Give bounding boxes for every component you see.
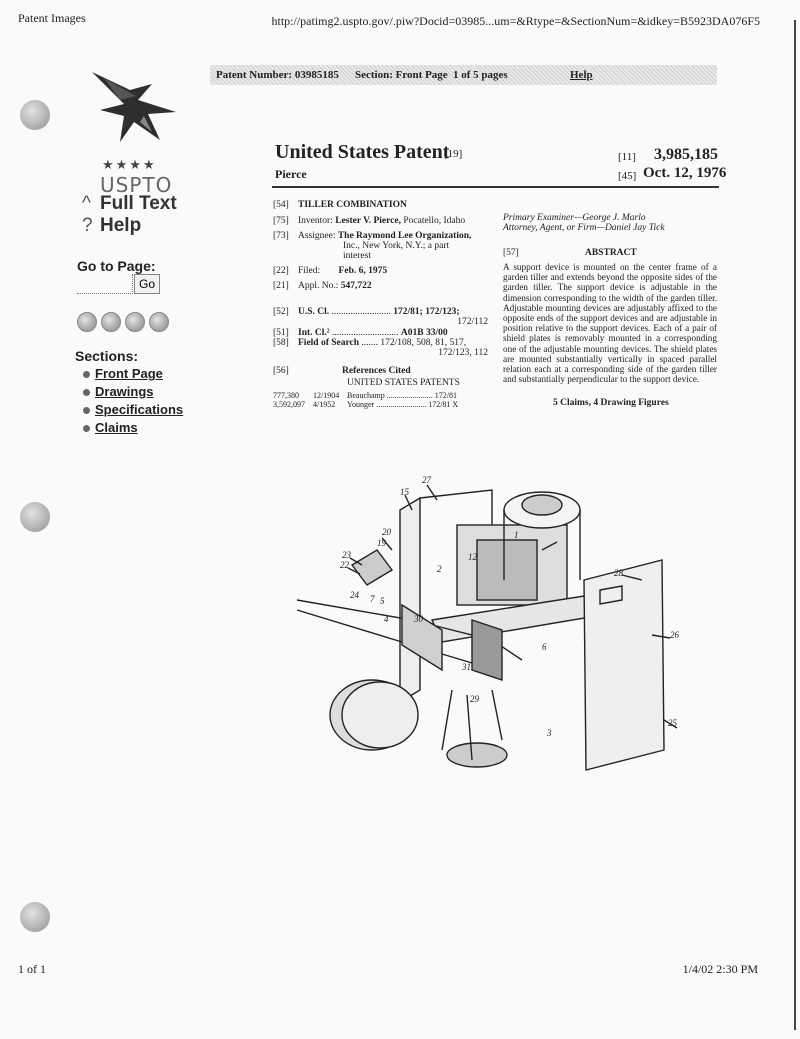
drawing-label: 15	[400, 487, 409, 497]
field-code: [54]	[273, 200, 289, 210]
drawing-label: 7	[370, 594, 375, 604]
footer-timestamp: 1/4/02 2:30 PM	[682, 962, 758, 976]
attorney: Attorney, Agent, or Firm—Daniel Jay Tick	[503, 223, 665, 233]
field-int-class: [51] Int. Cl.² ............................ A01B 33/00	[273, 328, 448, 338]
field-label: U.S. Cl.	[298, 307, 330, 317]
next-page-icon[interactable]	[125, 312, 145, 332]
drawing-label: 12	[468, 552, 477, 562]
search-value: 172/108, 508, 81, 517,	[380, 338, 467, 348]
uspto-logo[interactable]	[90, 70, 180, 197]
field-filed	[273, 266, 387, 276]
us-class-cont: 172/112	[457, 317, 488, 327]
ref-class: 172/81 X	[428, 400, 459, 409]
field-code: [73]	[273, 231, 289, 241]
patent-title: United States Patent	[275, 141, 450, 163]
patent-number-label: Patent Number: 03985185	[216, 69, 339, 81]
logo-stars: ★★★★	[102, 157, 157, 172]
us-class-value: 172/81; 172/123;	[393, 307, 460, 317]
int-class-value: A01B 33/00	[400, 328, 448, 338]
invention-title: TILLER COMBINATION	[298, 200, 407, 210]
abstract-code: [57]	[503, 248, 519, 258]
patent-title-code: [19]	[444, 148, 463, 160]
ref-name: Younger	[347, 400, 375, 409]
drawing-label: 26	[670, 630, 679, 640]
reference-row: 777,380 12/1904 Beauchamp ....................... 172/81	[273, 391, 457, 400]
section-link[interactable]: Specifications	[95, 402, 184, 417]
inventor-location: Pocatello, Idaho	[403, 216, 466, 226]
sections-list	[83, 365, 183, 437]
assignee-line: The Raymond Lee Organization,	[337, 231, 472, 241]
assignee-line: interest	[343, 251, 371, 261]
binder-hole	[20, 100, 50, 130]
section-label: Section: Front Page	[355, 69, 448, 81]
section-link[interactable]: Claims	[95, 420, 138, 435]
help-link[interactable]	[82, 215, 141, 237]
drawing-label: 31	[462, 662, 471, 672]
field-code: [52]	[273, 307, 289, 317]
field-title	[273, 200, 407, 210]
field-code: [21]	[273, 281, 289, 291]
help-nav-link[interactable]: Help	[570, 69, 593, 81]
field-label: Inventor:	[298, 216, 333, 226]
section-link[interactable]: Drawings	[95, 384, 154, 399]
previous-page-icon[interactable]	[101, 312, 121, 332]
first-page-icon[interactable]	[77, 312, 97, 332]
ref-date: 12/1904	[313, 391, 340, 400]
page-navigation	[77, 312, 169, 332]
field-references	[273, 366, 488, 388]
ref-number: 777,380	[273, 391, 299, 400]
drawing-label: 3	[547, 728, 552, 738]
ref-date: 4/1952	[313, 400, 336, 409]
field-code: [58]	[273, 338, 289, 348]
assignee-line: Inc., New York, N.Y.; a part	[343, 241, 450, 251]
caret-up-icon: ^	[82, 193, 91, 214]
field-code: [22]	[273, 266, 289, 276]
eagle-icon	[90, 70, 180, 152]
section-item-specifications[interactable]	[83, 401, 183, 419]
goto-page-input[interactable]	[77, 274, 133, 294]
bullet-icon	[83, 425, 90, 432]
ref-class: 172/81	[434, 391, 457, 400]
patent-drawing	[292, 470, 712, 790]
section-item-drawings[interactable]	[83, 383, 183, 401]
footer-page-count: 1 of 1	[18, 962, 46, 976]
field-assignee	[273, 231, 471, 261]
references-heading: References Cited	[342, 366, 411, 376]
goto-page-label: Go to Page:	[77, 258, 156, 274]
section-item-claims[interactable]	[83, 419, 183, 437]
patent-date-code: [45]	[618, 170, 637, 182]
full-text-link[interactable]	[82, 193, 177, 215]
drawing-label: 2	[437, 564, 442, 574]
drawing-label: 22	[340, 560, 349, 570]
binder-hole	[20, 902, 50, 932]
binder-hole	[20, 502, 50, 532]
drawing-label: 6	[542, 642, 547, 652]
drawing-label: 4	[384, 614, 389, 624]
field-inventor	[273, 216, 465, 226]
references-table	[273, 391, 488, 409]
reference-row: 3,592,097 4/1952 Younger ......................... 172/81 X	[273, 400, 459, 409]
patent-nav-bar	[210, 65, 717, 85]
question-icon: ?	[82, 215, 93, 236]
sections-label: Sections:	[75, 348, 139, 364]
drawing-label: 20	[382, 527, 391, 537]
drawing-label: 29	[470, 694, 479, 704]
bullet-icon	[83, 389, 90, 396]
drawing-label: 25	[668, 718, 677, 728]
references-subheading: UNITED STATES PATENTS	[347, 378, 460, 388]
section-link[interactable]: Front Page	[95, 366, 163, 381]
full-text-label: Full Text	[100, 193, 177, 214]
abstract-title: ABSTRACT	[585, 248, 637, 258]
appl-number: 547,722	[340, 281, 372, 291]
inventor-name: Lester V. Pierce,	[335, 216, 401, 226]
search-cont: 172/123, 112	[438, 348, 488, 358]
patent-date: Oct. 12, 1976	[643, 165, 727, 181]
examiner: Primary Examiner—George J. Marlo	[503, 213, 646, 223]
claims-summary: 5 Claims, 4 Drawing Figures	[553, 398, 669, 408]
bullet-icon	[83, 371, 90, 378]
field-code: [51]	[273, 328, 289, 338]
header-url: http://patimg2.uspto.gov/.piw?Docid=03985...um=&Rtype=&SectionNum=&idkey=B5923DA076F5	[271, 14, 760, 28]
field-appl-no	[273, 281, 372, 291]
drawing-label: 23	[342, 550, 351, 560]
help-label: Help	[100, 215, 142, 236]
bullet-icon	[83, 407, 90, 414]
last-page-icon[interactable]	[149, 312, 169, 332]
field-label: Appl. No.:	[298, 281, 339, 291]
ref-number: 3,592,097	[273, 400, 305, 409]
patent-number-code: [11]	[618, 151, 636, 163]
drawing-label: 5	[380, 596, 385, 606]
field-label: Assignee:	[298, 231, 336, 241]
drawing-label: 30	[414, 614, 423, 624]
header-rule	[272, 186, 719, 188]
drawing-label: 24	[350, 590, 359, 600]
filed-date: Feb. 6, 1975	[338, 266, 388, 276]
drawing-label: 27	[422, 475, 431, 485]
field-label: Filed:	[298, 266, 321, 276]
field-code: [56]	[273, 366, 289, 376]
field-us-class: [52] U.S. Cl. ......................... 172/81; 172/123; 172/112	[273, 307, 488, 327]
field-label: Field of Search	[298, 338, 360, 348]
field-search: [58] Field of Search ....... 172/108, 508, 81, 517, 172/123, 112	[273, 338, 488, 358]
abstract-text: A support device is mounted on the center frame of a garden tiller and extends beyond the opposite sides of the garden tiller. The support device is adjustable in the dimension corresponding to the width of the garden tiller. Adjustable mounting devices are adjustably affixed to the opposite ends of the support devices and are adjustable in position relative to the support devices. Each of a pair of shield plates is removably mounted in a corresponding one of the adjustable mounting devices. The shield plates are mounted substantially vertically in spaced parallel relation each at a corresponding side of the garden tiller and substantially perpendicular to the support device.	[503, 262, 717, 385]
header-title: Patent Images	[18, 11, 86, 25]
field-label: Int. Cl.²	[298, 328, 330, 338]
drawing-label: 1	[514, 530, 519, 540]
page-count-label: 1 of 5 pages	[453, 69, 508, 81]
drawing-label: 19	[377, 538, 386, 548]
section-item-front-page[interactable]	[83, 365, 183, 383]
patent-inventor-surname: Pierce	[275, 167, 307, 181]
field-code: [75]	[273, 216, 289, 226]
ref-name: Beauchamp	[347, 391, 385, 400]
patent-number: 3,985,185	[654, 146, 718, 163]
logo-text: USPTO	[100, 173, 173, 197]
go-button[interactable]: Go	[134, 274, 160, 294]
drawing-label: 28	[614, 568, 623, 578]
page-edge	[794, 20, 796, 1030]
